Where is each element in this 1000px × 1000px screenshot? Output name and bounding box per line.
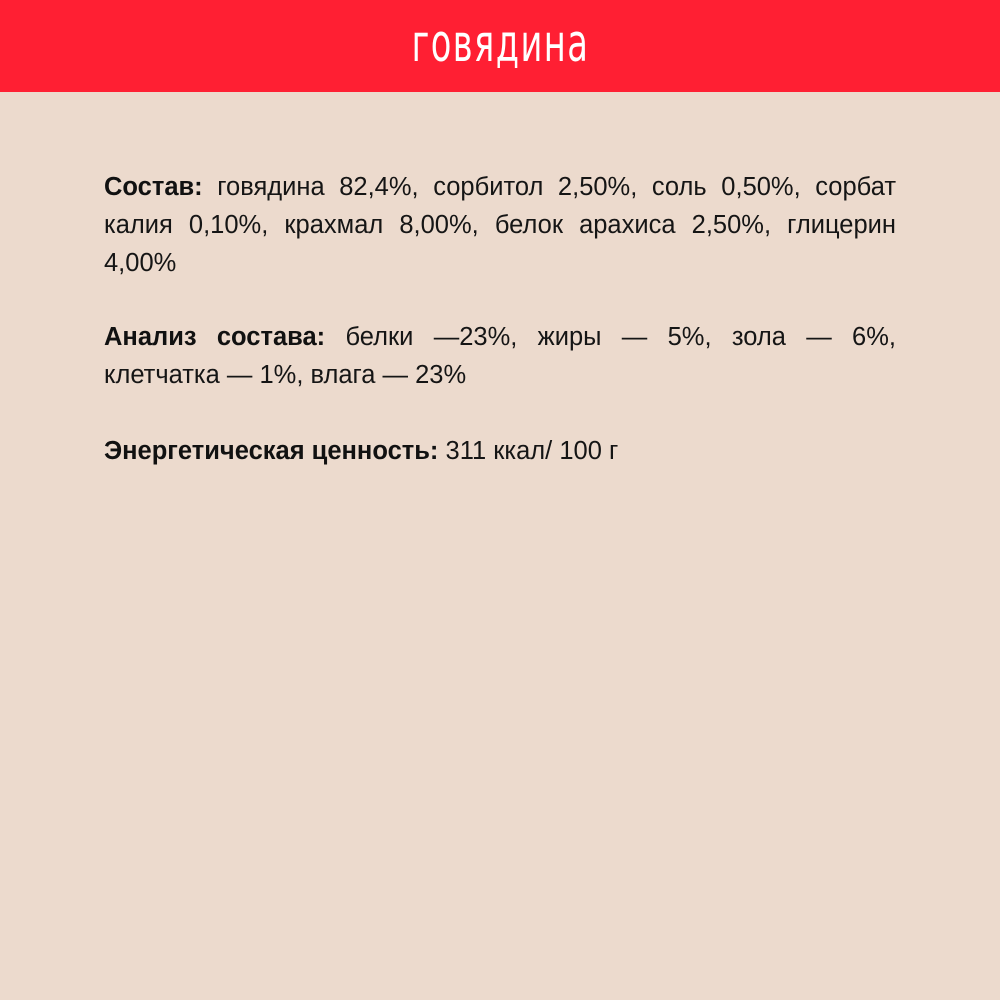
composition-text: говядина 82,4%, сорбитол 2,50%, соль 0,50%, сорбат калия 0,10%, крахмал 8,00%, белок арахиса 2,50%, глицерин 4,00% <box>104 173 896 277</box>
composition-paragraph <box>104 168 896 282</box>
energy-text: 311 ккал/ 100 г <box>438 437 619 465</box>
product-title: говядина <box>411 14 589 74</box>
analysis-label: Анализ состава: <box>104 323 326 351</box>
header-banner <box>0 0 1000 92</box>
energy-label: Энергетическая ценность: <box>104 437 439 465</box>
analysis-paragraph <box>104 318 896 394</box>
energy-paragraph <box>104 432 896 470</box>
product-info <box>104 168 896 510</box>
composition-label: Состав: <box>104 173 203 201</box>
analysis-text: белки —23%, жиры — 5%, зола — 6%, клетчатка — 1%, влага — 23% <box>104 323 896 389</box>
